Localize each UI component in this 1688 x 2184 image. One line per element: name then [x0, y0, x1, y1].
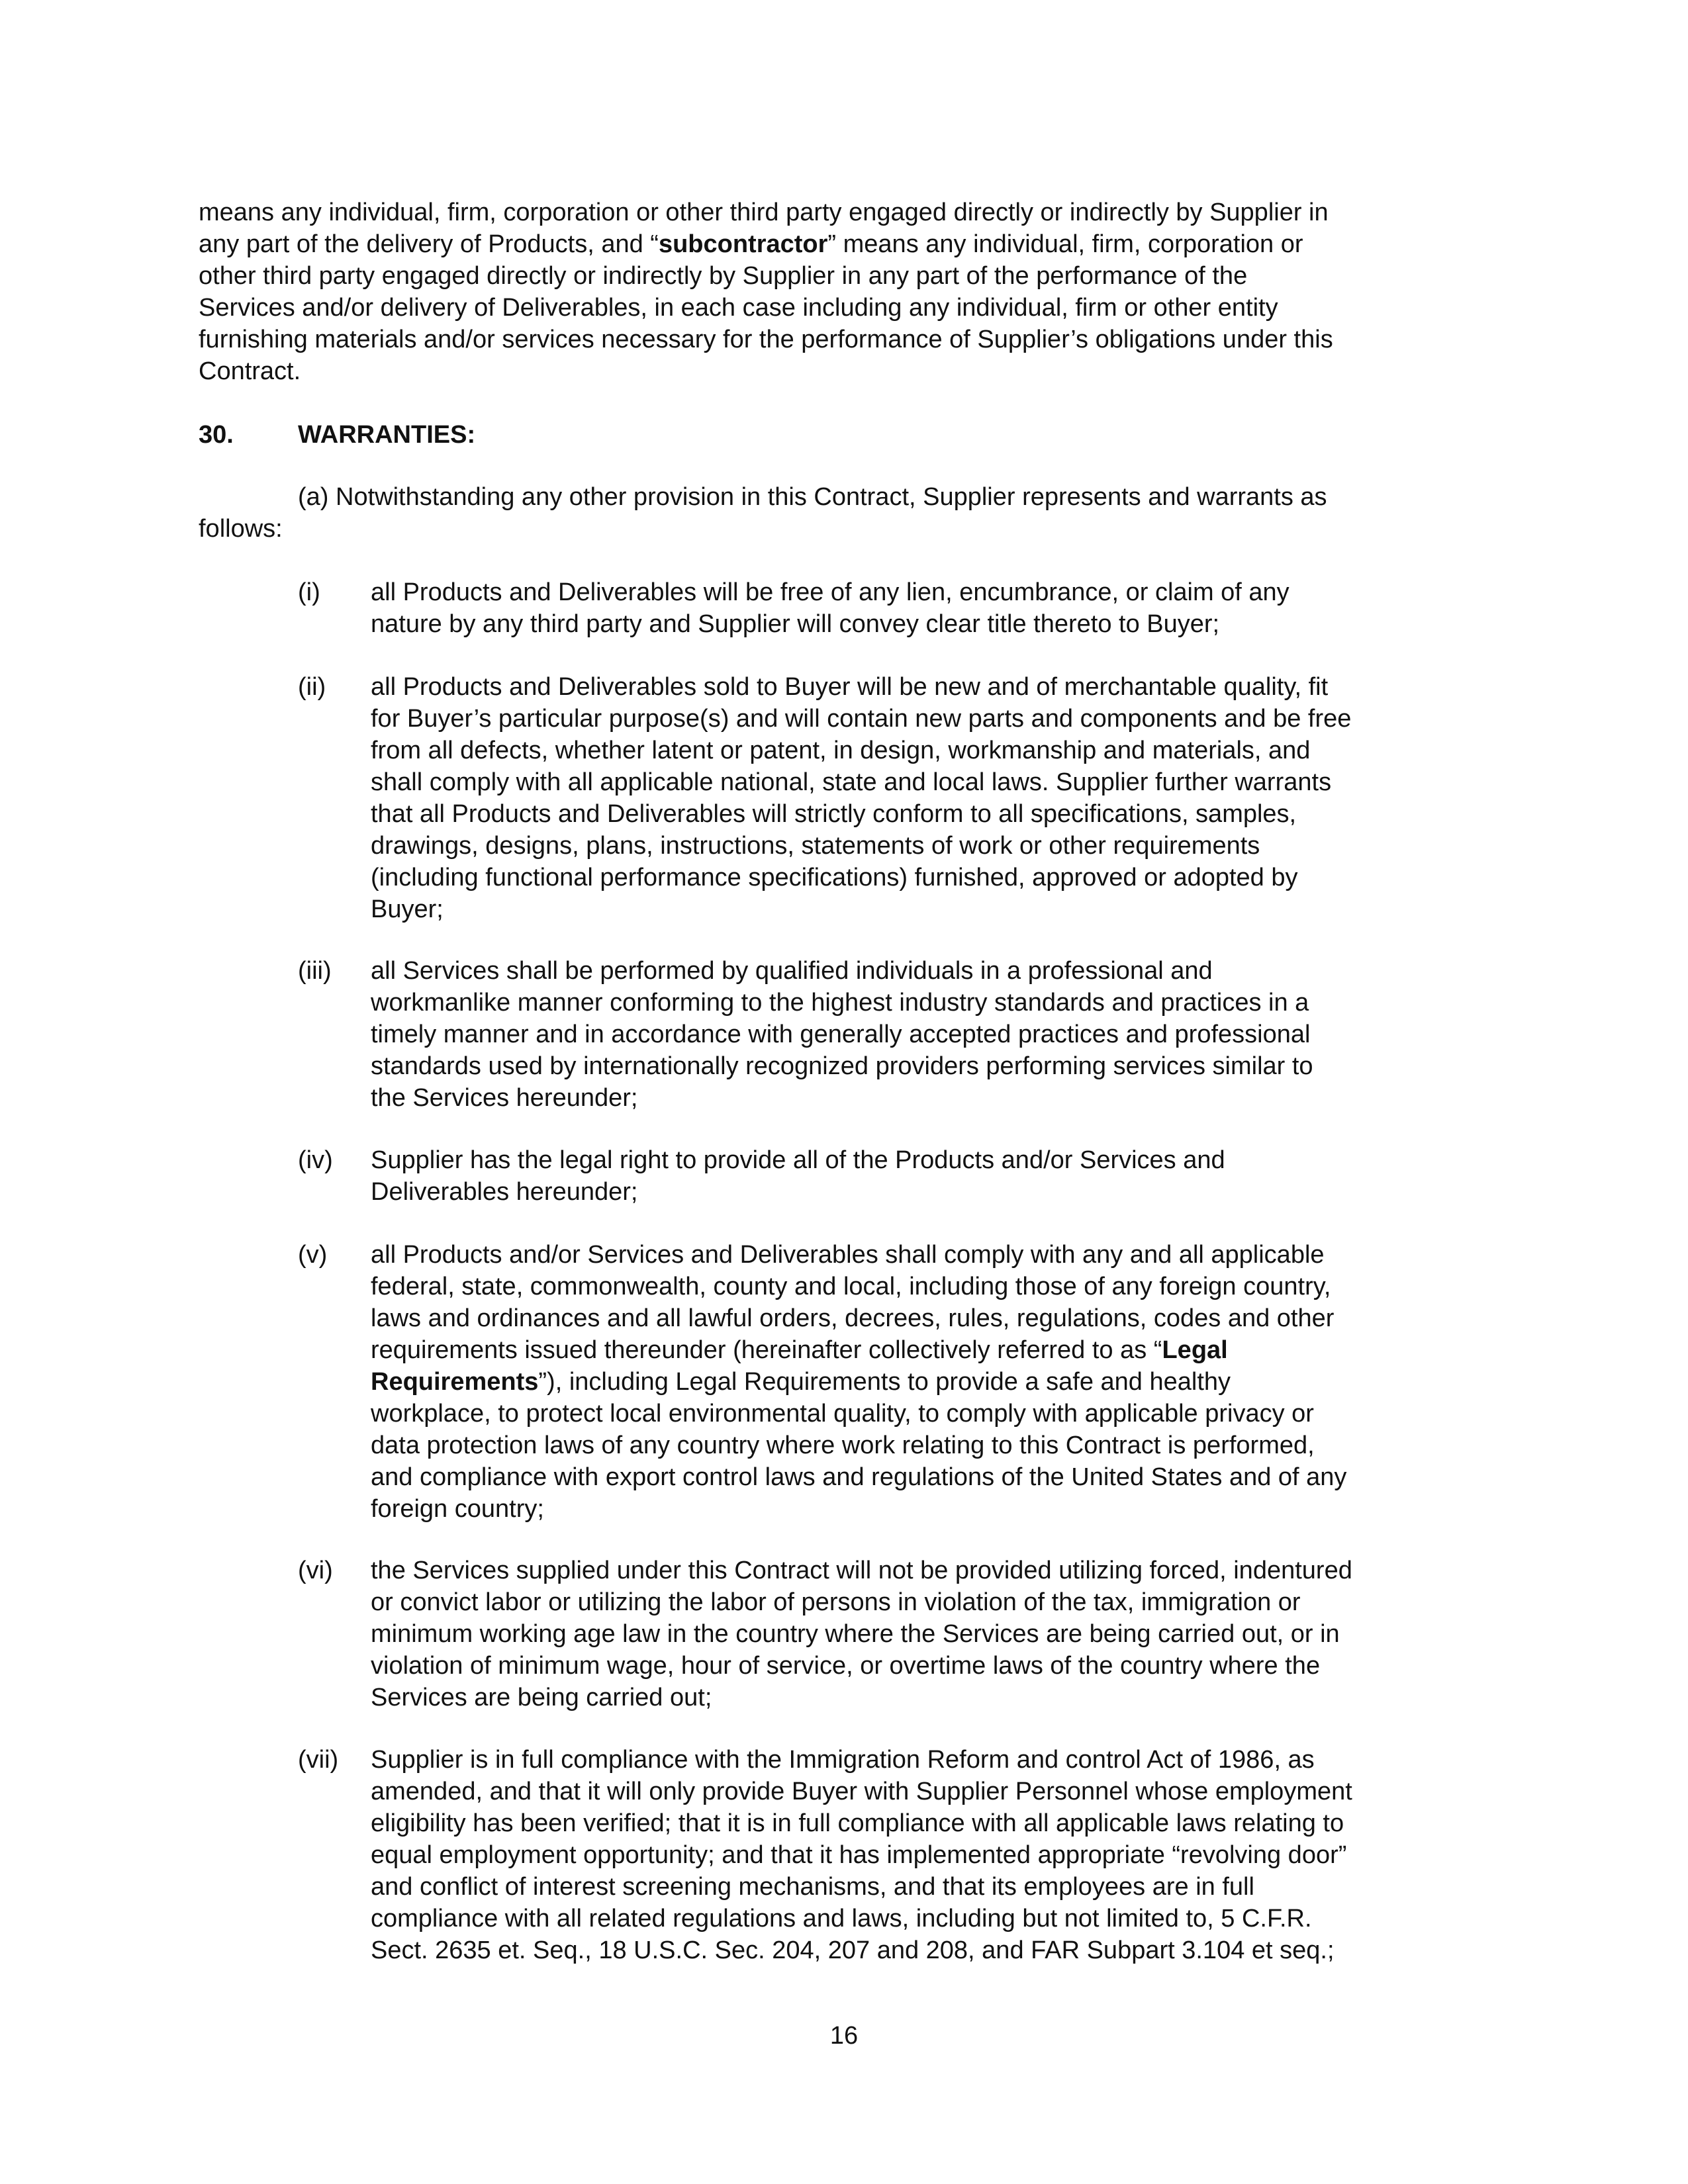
section-title: WARRANTIES:	[298, 421, 476, 449]
item-text: all Products and Deliverables will be free of any lien, encumbrance, or claim of any nature by any third party and Supplier will convey clear title thereto to Buyer;	[371, 578, 1289, 638]
intro-text-start: means any individual, firm, corporation or other third party engaged directly or indirectly by Supplier in any part of the delivery of Products, and “	[199, 199, 1329, 258]
item-text: all Services shall be performed by qualified individuals in a professional and workmanlike manner conforming to the highest industry standards and practices in a timely manner and in accordance with generally accepted practices and professional standards used by internationally recognized providers performing services similar to the Services hereunder;	[371, 957, 1313, 1112]
item-text: all Products and Deliverables sold to Buyer will be new and of merchantable quality, fit for Buyer’s particular purpose(s) and will contain new parts and components and be free from all defects, whether latent or patent, in design, workmanship and materials, and shall comply with all applicable national, state and local laws. Supplier further warrants that all Products and Deliverables will strictly conform to all specifications, samples, drawings, designs, plans, instructions, statements of work or other requirements (including functional performance specifications) furnished, approved or adopted by Buyer;	[371, 673, 1352, 923]
page-number: 16	[829, 2022, 859, 2050]
item-numeral: (vii)	[298, 1746, 339, 1774]
item-numeral: (i)	[298, 578, 320, 606]
item-text: the Services supplied under this Contract will not be provided utilizing forced, indentured or convict labor or utilizing the labor of persons in violation of the tax, immigration or minimum working age law in the country where the Services are being carried out, or in violation of minimum wage, hour of service, or overtime laws of the country where the Services are being carried out;	[371, 1557, 1352, 1711]
item-numeral: (vi)	[298, 1557, 333, 1584]
item-numeral: (iii)	[298, 957, 332, 985]
section-number: 30.	[199, 421, 234, 449]
item-text-after: ”), including Legal Requirements to provide a safe and healthy workplace, to protect local environmental quality, to comply with applicable privacy or data protection laws of any country where work relating to this Contract is performed, and compliance with export control laws and regulations of the United States and of any foreign country;	[371, 1368, 1347, 1523]
paragraph-a-line1: (a) Notwithstanding any other provision in this Contract, Supplier represents and warrants as	[298, 483, 1327, 511]
item-text: Supplier is in full compliance with the Immigration Reform and control Act of 1986, as amended, and that it will only provide Buyer with Supplier Personnel whose employment eligibility has been verified; that it is in full compliance with all applicable laws relating to equal employment opportunity; and that it has implemented appropriate “revolving door” and conflict of interest screening mechanisms, and that its employees are in full compliance with all related regulations and laws, including but not limited to, 5 C.F.R. Sect. 2635 et. Seq., 18 U.S.C. Sec. 204, 207 and 208, and FAR Subpart 3.104 et seq.;	[371, 1746, 1352, 1964]
subcontractor-term: subcontractor	[658, 230, 828, 258]
intro-text-rest: ” means any individual, firm, corporation or other third party engaged directly or indirectly by Supplier in any part of the performance of the Services and/or delivery of Deliverables, in each case including any individual, firm or other entity furnishing materials and/or services necessary for the performance of Supplier’s obligations under this Contract.	[199, 230, 1333, 385]
item-numeral: (v)	[298, 1241, 328, 1269]
item-numeral: (iv)	[298, 1146, 333, 1174]
item-numeral: (ii)	[298, 673, 326, 701]
intro-paragraph	[199, 197, 1456, 387]
item-text	[371, 1239, 1509, 1525]
item-text: Supplier has the legal right to provide all of the Products and/or Services and Deliverables hereunder;	[371, 1146, 1225, 1206]
legal-requirements-term: Legal Requirements	[371, 1336, 1228, 1396]
paragraph-a-line2: follows:	[199, 515, 283, 543]
item-text-before: all Products and/or Services and Deliverables shall comply with any and all applicable federal, state, commonwealth, county and local, including those of any foreign country, laws and ordinances and all lawful orders, decrees, rules, regulations, codes and other requirements issued thereunder (hereinafter collectively referred to as “	[371, 1241, 1335, 1364]
